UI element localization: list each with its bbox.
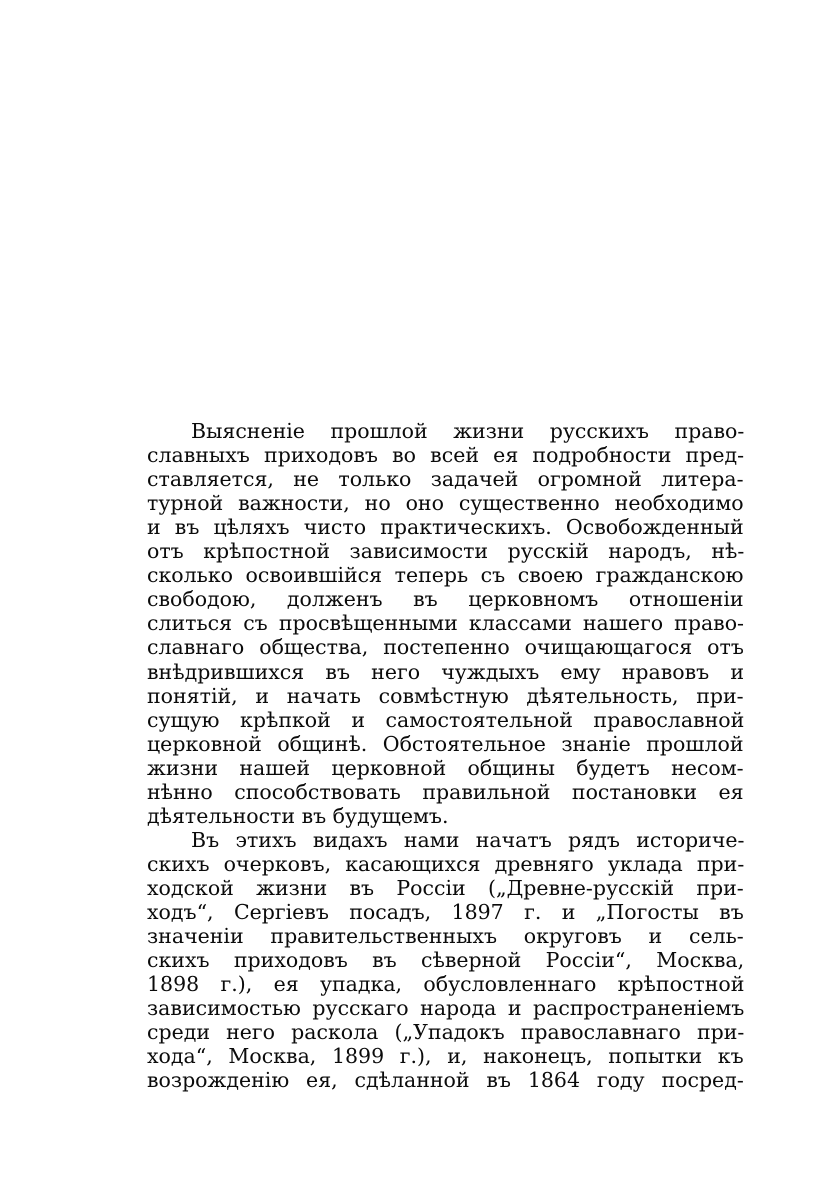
text-line: значеніи правительственныхъ округовъ и сель-	[147, 924, 744, 949]
text-line: скихъ приходовъ въ сѣверной Россіи“, Москва,	[147, 948, 745, 973]
text-line: среди него раскола („Упадокъ православнаго при-	[147, 1020, 745, 1045]
text-line: понятій, и начать совмѣстную дѣятельность, при-	[147, 683, 744, 708]
text-line: церковной общинѣ. Обстоятельное знаніе прошлой	[147, 731, 744, 756]
text-line: дѣятельности въ будущемъ.	[147, 803, 449, 828]
text-line: скихъ очерковъ, касающихся древняго уклада при-	[147, 851, 745, 876]
text-line: внѣдрившихся въ него чуждыхъ ему нравовъ и	[147, 659, 745, 684]
text-line: турной важности, но оно существенно необходимо	[147, 491, 744, 516]
text-line: ходской жизни въ Россіи („Древне-русскій при-	[147, 875, 744, 900]
text-line: хода“, Москва, 1899 г.), и, наконецъ, попытки къ	[147, 1044, 744, 1069]
text-line: возрожденію ея, сдѣланной въ 1864 году посред-	[147, 1068, 744, 1093]
text-line: свободою, долженъ въ церковномъ отношеніи	[147, 587, 744, 612]
text-line: сущую крѣпкой и самостоятельной православной	[147, 707, 745, 732]
text-line: Въ этихъ видахъ нами начатъ рядъ историче-	[191, 827, 745, 852]
text-line: отъ крѣпостной зависимости русскій народъ, нѣ-	[147, 539, 745, 564]
text-line: ставляется, не только задачей огромной литера-	[147, 467, 744, 492]
text-line: славныхъ приходовъ во всей ея подробности пред-	[147, 443, 745, 468]
text-line: зависимостью русскаго народа и распространеніемъ	[147, 996, 745, 1021]
text-line: славнаго общества, постепенно очищающагося отъ	[147, 635, 744, 660]
text-line: жизни нашей церковной общины будетъ несом-	[147, 755, 744, 780]
text-line: слиться съ просвѣщенными классами нашего право-	[147, 611, 744, 636]
text-line: 1898 г.), ея упадка, обусловленнаго крѣпостной	[147, 972, 745, 997]
text-line: ходъ“, Сергіевъ посадъ, 1897 г. и „Погосты въ	[147, 900, 744, 924]
text-line: Выясненіе прошлой жизни русскихъ право-	[191, 419, 745, 443]
text-line: сколько освоившійся теперь съ своею гражданскою	[147, 563, 744, 588]
text-line: нѣнно способствовать правильной постановки ея	[147, 779, 744, 804]
text-line: и въ цѣляхъ чисто практическихъ. Освобожденный	[147, 515, 744, 540]
